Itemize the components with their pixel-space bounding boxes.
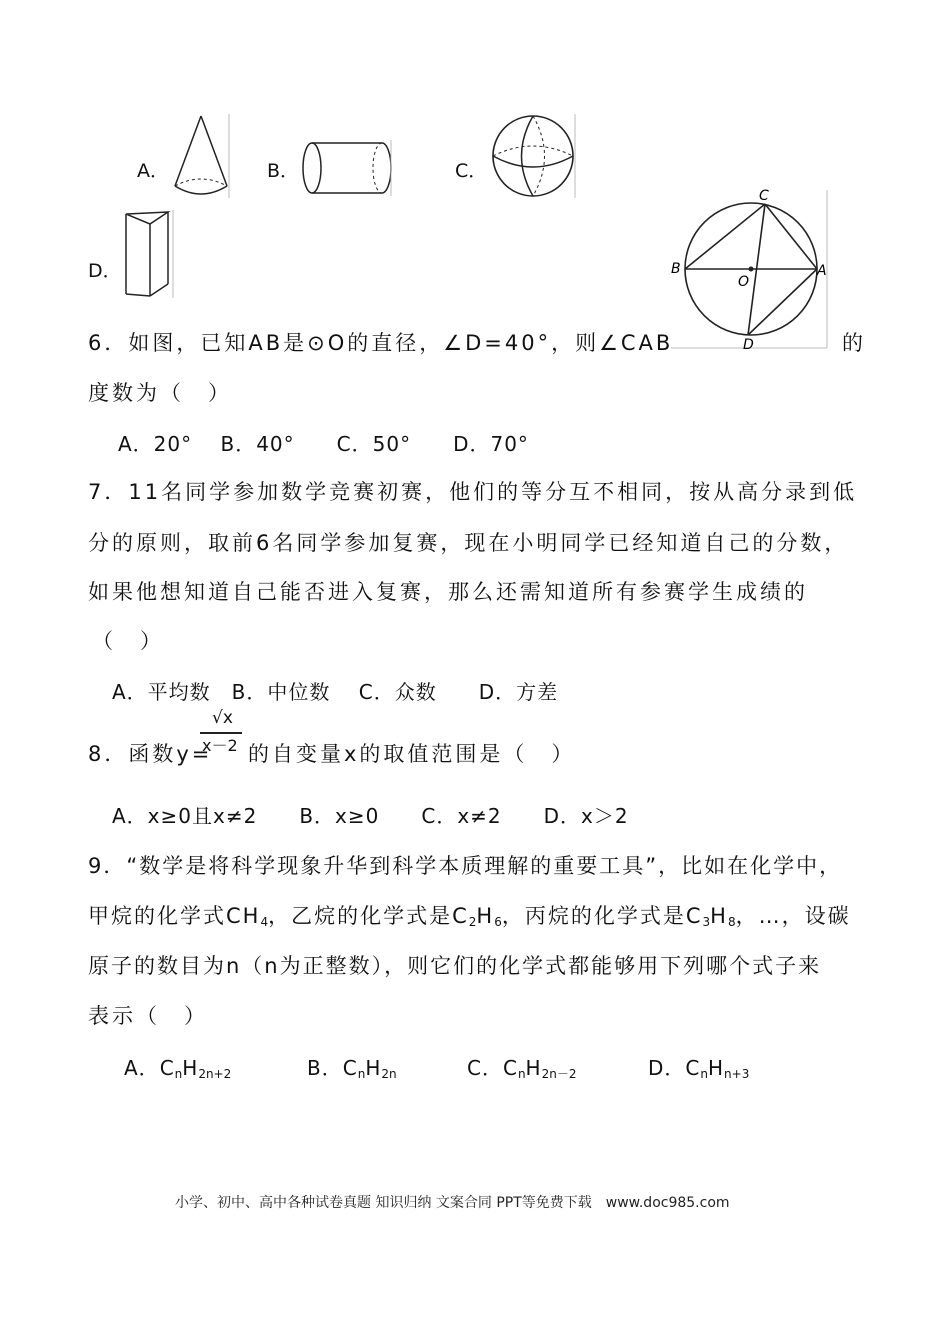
- option-b-label: B．: [267, 160, 300, 182]
- option-c-label: C．: [455, 160, 488, 182]
- triangular-prism-icon: [120, 208, 176, 300]
- cone-icon: [170, 112, 232, 200]
- sphere-icon: [490, 112, 578, 200]
- cylinder-icon: [300, 138, 394, 198]
- footer-text: 小学、初中、高中各种试卷真题 知识归纳 文案合同 PPT等免费下载 www.doc985.com: [175, 1195, 730, 1211]
- q8-denominator: x－2: [202, 736, 238, 755]
- label-a: A: [817, 263, 827, 279]
- q7-options: A．平均数 B．中位数 C．众数 D．方差: [112, 680, 559, 704]
- label-d: D: [743, 337, 754, 350]
- q6-line2: 度数为（ ）: [88, 381, 232, 405]
- q8-options: A．x≥0且x≠2 B．x≥0 C．x≠2 D．x＞2: [112, 804, 629, 828]
- q9-option-b: B．$C_nH_{2n}$: [307, 1056, 397, 1081]
- q8-suffix: 的自变量x的取值范围是（ ）: [248, 742, 576, 766]
- q9-option-c: C．$C_nH_{2n-2}$: [467, 1056, 577, 1081]
- q9-line1: 9．“数学是将科学现象升华到科学本质理解的重要工具”，比如在化学中，: [88, 854, 843, 878]
- option-a-label: A．: [137, 160, 169, 182]
- label-b: B: [671, 261, 681, 277]
- q7-line4: （ ）: [92, 629, 164, 653]
- label-o: O: [738, 274, 750, 290]
- q7-line2: 分的原则，取前6名同学参加复赛，现在小明同学已经知道自己的分数，: [88, 531, 849, 555]
- q9-line2: 甲烷的化学式$CH_4$，乙烷的化学式是$C_2H_6$，丙烷的化学式是$C_3H_8$，…，设碳: [88, 904, 851, 929]
- q9-option-a: A．$C_nH_{2n+2}$: [124, 1056, 232, 1081]
- q9-option-d: D．$C_nH_{n+3}$: [648, 1056, 750, 1081]
- q8-numerator: √x: [212, 708, 233, 728]
- q6-options: A．20° B．40° C．50° D．70°: [118, 432, 529, 456]
- q6-line1-tail: 的: [842, 331, 866, 355]
- option-d-label: D．: [88, 260, 122, 282]
- q8-prefix: 8．函数y=: [88, 742, 213, 766]
- q8-fraction: [198, 708, 246, 758]
- q7-line1: 7．11名同学参加数学竞赛初赛，他们的等分互不相同，按从高分录到低: [88, 480, 858, 504]
- q7-line3: 如果他想知道自己能否进入复赛，那么还需知道所有参赛学生成绩的: [88, 580, 808, 604]
- q9-line3: 原子的数目为n（n为正整数），则它们的化学式都能够用下列哪个式子来: [88, 954, 822, 978]
- label-c: C: [759, 188, 769, 204]
- circle-geometry-figure: [665, 186, 831, 350]
- q6-line1: 6．如图，已知AB是⊙O的直径，∠D=40°，则∠CAB: [88, 331, 674, 355]
- q9-line4: 表示（ ）: [88, 1004, 208, 1028]
